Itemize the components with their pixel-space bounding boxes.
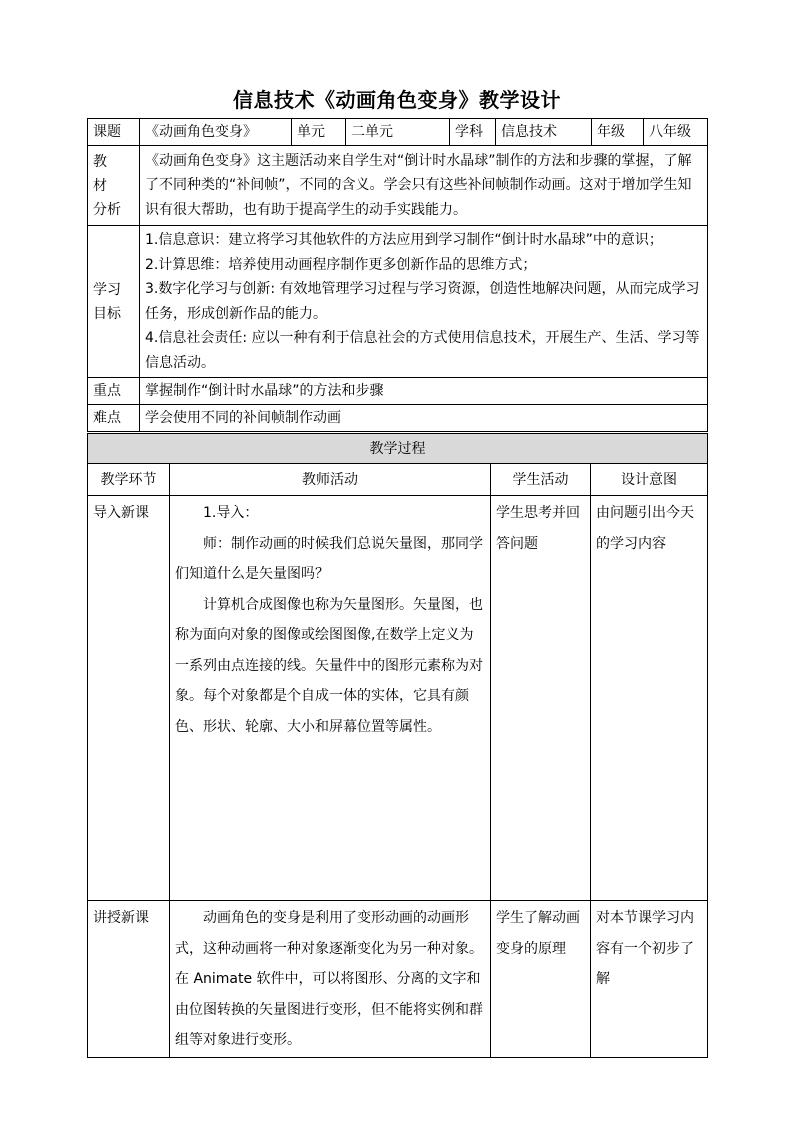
analysis-label xyxy=(88,146,140,226)
teacher-paragraph: 计算机合成图像也称为矢量图形。矢量图，也称为面向对象的图像或绘图图像,在数学上定义为一系列由点连接的线。矢量件中的图形元素称为对象。每个对象都是个自成一体的实体，它具有颜色、形状、轮廓、大小和屏幕位置等属性。 xyxy=(175,596,483,735)
stage-cell: 导入新课 xyxy=(88,496,170,901)
objectives-list xyxy=(140,226,708,378)
key-points-text: 掌握制作“倒计时水晶球”的方法和步骤 xyxy=(140,378,708,405)
teacher-activity-cell xyxy=(170,901,491,1058)
document-title: 信息技术《动画角色变身》教学设计 xyxy=(233,88,561,112)
header-teacher-activity: 教师活动 xyxy=(170,464,491,496)
stage-cell: 讲授新课 xyxy=(88,901,170,1058)
teacher-paragraph: 师：制作动画的时候我们总说矢量图，那同学们知道什么是矢量图吗？ xyxy=(175,535,483,582)
analysis-text: 《动画角色变身》这主题活动来自学生对“倒计时水晶球”制作的方法和步骤的掌握，了解了不同种类的“补间帧”，不同的含义。学会只有这些补间帧制作动画。这对于增加学生知识有很大帮助，也有助于提高学生的动手实践能力。 xyxy=(140,146,708,226)
student-activity-cell xyxy=(491,496,591,901)
teacher-activity-cell xyxy=(170,496,491,901)
subject-value: 信息技术 xyxy=(496,119,592,146)
process-section-title: 教学过程 xyxy=(88,434,708,464)
design-intent-text: 由问题引出今天的学习内容 xyxy=(596,505,694,552)
lesson-info-table xyxy=(87,118,708,432)
objectives-label-line-2: 目标 xyxy=(93,305,121,322)
teaching-process-table xyxy=(87,433,708,1058)
student-activity-text: 学生了解动画变身的原理 xyxy=(496,910,580,957)
design-intent-text: 对本节课学习内容有一个初步了解 xyxy=(596,910,694,987)
key-points-label: 重点 xyxy=(88,378,140,405)
unit-value: 二单元 xyxy=(346,119,450,146)
grade-label: 年级 xyxy=(592,119,644,146)
design-intent-cell xyxy=(591,496,708,901)
analysis-label-line-1: 教 材 xyxy=(93,153,113,194)
difficulties-label: 难点 xyxy=(88,405,140,432)
student-activity-cell xyxy=(491,901,591,1058)
teacher-paragraph: 动画角色的变身是利用了变形动画的动画形式，这种动画将一种对象逐渐变化为另一种对象。在 Animate 软件中，可以将图形、分离的文字和由位图转换的矢量图进行变形，但不能将实例和群组等对象进行变形。 xyxy=(175,910,483,1048)
unit-label: 单元 xyxy=(292,119,346,146)
objective-item: 2.计算思维：培养使用动画程序制作更多创新作品的思维方式； xyxy=(145,256,537,273)
difficulties-text: 学会使用不同的补间帧制作动画 xyxy=(140,405,708,432)
table-row xyxy=(88,496,708,901)
grade-value: 八年级 xyxy=(644,119,708,146)
topic-label: 课题 xyxy=(88,119,140,146)
objectives-label-line-1: 学习 xyxy=(93,281,121,298)
topic-value: 《动画角色变身》 xyxy=(140,119,292,146)
teacher-paragraph: 1.导入： xyxy=(203,505,259,521)
header-stage: 教学环节 xyxy=(88,464,170,496)
subject-label: 学科 xyxy=(450,119,496,146)
header-design-intent: 设计意图 xyxy=(591,464,708,496)
analysis-label-line-2: 分析 xyxy=(93,201,121,218)
student-activity-text: 学生思考并回答问题 xyxy=(496,505,580,552)
header-student-activity: 学生活动 xyxy=(491,464,591,496)
objectives-label xyxy=(88,226,140,378)
design-intent-cell xyxy=(591,901,708,1058)
table-row xyxy=(88,901,708,1058)
objective-item: 1.信息意识：建立将学习其他软件的方法应用到学习制作“倒计时水晶球”中的意识； xyxy=(145,232,663,248)
objective-item: 4.信息社会责任: 应以一种有利于信息社会的方式使用信息技术，开展生产、生活、学习等信息活动。 xyxy=(145,330,700,371)
objective-item: 3.数字化学习与创新: 有效地管理学习过程与学习资源，创造性地解决问题，从而完成学习任务，形成创新作品的能力。 xyxy=(145,281,700,322)
